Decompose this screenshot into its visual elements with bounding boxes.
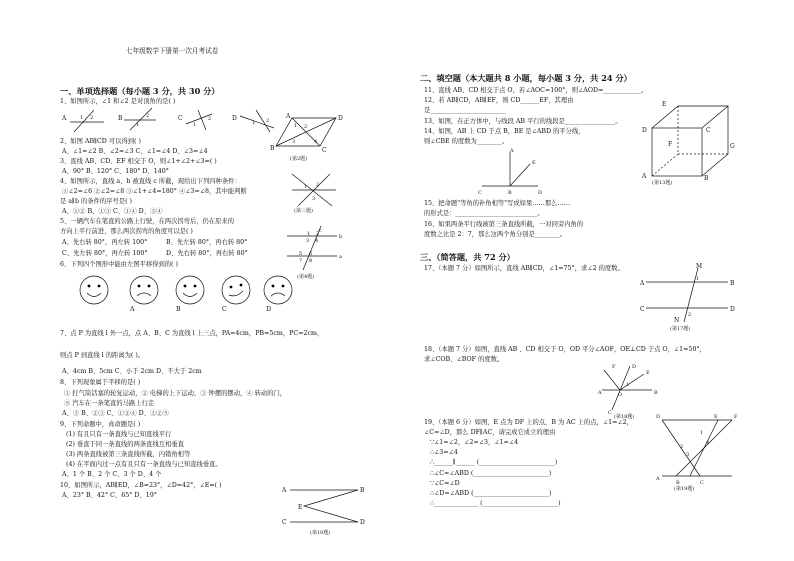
svg-text:2: 2 bbox=[146, 113, 150, 119]
svg-text:A: A bbox=[282, 487, 287, 494]
fig-q14 bbox=[478, 150, 548, 194]
q19-line-4: ∴∠C=∠ABD (________________________) bbox=[430, 470, 552, 477]
smiley-b bbox=[176, 276, 204, 304]
q1-opt-b: B bbox=[118, 115, 123, 122]
fig-q17 bbox=[640, 262, 740, 332]
svg-text:5: 5 bbox=[299, 251, 303, 257]
svg-text:D: D bbox=[642, 127, 647, 134]
svg-text:N: N bbox=[674, 317, 680, 324]
q10-answers: A、23° B、42° C、65° D、19° bbox=[62, 492, 157, 499]
q4-conditions-2: 是 a∥b 的条件的序号是( ) bbox=[60, 198, 132, 205]
q17-text: 17、（本题 7 分）如图所示，直线 AB∥CD，∠1=75°，求∠2 的度数。 bbox=[424, 265, 624, 272]
svg-text:3: 3 bbox=[306, 238, 310, 244]
svg-text:1: 1 bbox=[696, 276, 700, 282]
fig-q19 bbox=[656, 414, 740, 492]
svg-text:C: C bbox=[700, 480, 704, 486]
svg-text:D: D bbox=[632, 364, 637, 370]
svg-text:A: A bbox=[642, 173, 647, 180]
svg-text:D: D bbox=[656, 414, 661, 420]
svg-text:A: A bbox=[510, 148, 514, 154]
svg-text:1: 1 bbox=[700, 430, 704, 436]
svg-text:1: 1 bbox=[626, 382, 630, 388]
fig-q13-caption: (第13题) bbox=[652, 180, 673, 186]
svg-text:1: 1 bbox=[252, 120, 256, 126]
svg-text:3: 3 bbox=[292, 139, 296, 145]
svg-text:C: C bbox=[282, 519, 287, 526]
q13-text: 13、如图，在正方体中，与线段 AB 平行的线段是________________。 bbox=[424, 118, 622, 125]
svg-text:2: 2 bbox=[680, 444, 684, 450]
q19-text: 19、（本题 6 分）如图，E 点为 DF 上的点，B 为 AC 上的点，∠1=∠2， bbox=[424, 419, 633, 426]
q9-answers: A、1 个 B、2 个 C、3 个 D、4 个 bbox=[62, 471, 162, 478]
q19-line-6: ∴∠D=∠ABD (________________________) bbox=[430, 490, 552, 497]
svg-text:6: 6 bbox=[309, 251, 313, 257]
fig-q13 bbox=[642, 100, 738, 186]
svg-text:8: 8 bbox=[309, 258, 313, 264]
q7-answers: A、4cm B、5cm C、小于 2cm D、不大于 2cm bbox=[62, 368, 202, 375]
svg-text:1: 1 bbox=[80, 115, 84, 121]
svg-text:1: 1 bbox=[136, 122, 140, 128]
smiley-d bbox=[264, 276, 292, 304]
fig-q3-caption: (第三题) bbox=[294, 208, 313, 214]
q6-text: 6、下列四个图形中能由左图平移得到的( ) bbox=[60, 261, 178, 268]
q5-option-a: A、先右转 80°，再左转 100° bbox=[62, 239, 148, 246]
svg-text:A: A bbox=[656, 476, 660, 482]
q8-answers: A、③ B、②③ C、①②④ D、①②⑤ bbox=[62, 410, 169, 417]
svg-text:2: 2 bbox=[208, 116, 212, 122]
q19-line-7: ∴______________ (________________________) bbox=[430, 500, 561, 507]
svg-text:2: 2 bbox=[688, 312, 692, 318]
smiley-a bbox=[130, 276, 158, 304]
svg-text:a: a bbox=[339, 254, 342, 260]
fig-q17-caption: (第17题) bbox=[670, 326, 691, 332]
q7-text: 7、点 P 为直线 l 外一点，点 A、B、C 为直线 l 上三点，PA=4cm，PB=5cm，PC=2cm， bbox=[60, 330, 324, 337]
svg-text:D: D bbox=[360, 519, 365, 526]
svg-text:2: 2 bbox=[90, 115, 94, 121]
svg-text:D: D bbox=[730, 306, 735, 313]
svg-text:C: C bbox=[706, 127, 711, 134]
svg-text:A: A bbox=[286, 113, 291, 120]
fig-q4 bbox=[285, 226, 345, 280]
section1-heading: 一、单项选择题（每小题 3 分，共 30 分） bbox=[60, 86, 220, 96]
q5-text: 5、一辆汽车在笔直的公路上行驶，在两次拐弯后，仍在原来的 bbox=[60, 218, 235, 225]
svg-text:A: A bbox=[598, 390, 602, 396]
section2-heading: 二、填空题（本大题共 8 小题，每小题 3 分，共 24 分） bbox=[420, 73, 632, 83]
q4-conditions: ①∠2=∠6 ②∠2=∠8 ③∠1+∠4=180° ④∠3=∠8，其中能判断 bbox=[62, 188, 247, 195]
svg-text:1: 1 bbox=[294, 123, 298, 129]
q11-text: 11、直线 AB、CD 相交于点 O，若∠AOC=100°，则∠AOD=____________。 bbox=[424, 87, 648, 94]
smiley-c bbox=[222, 276, 250, 304]
q9-statement-2: (2) 垂直于同一条直线的两条直线互相垂直 bbox=[66, 441, 184, 448]
svg-text:F: F bbox=[612, 364, 616, 370]
q1-opt-a: A bbox=[62, 115, 67, 122]
q5-option-b: B、先左转 80°，再右转 80° bbox=[166, 239, 248, 246]
q9-statement-1: (1) 有且只有一条直线与已知直线平行 bbox=[66, 431, 172, 438]
q16-text-2: 度数之比是 2：7，那么这两个角分别是________。 bbox=[424, 231, 567, 238]
svg-text:B: B bbox=[654, 390, 658, 396]
q12-text: 12、若 AB∥CD，AB∥EF，则 CD______EF，其理由 bbox=[424, 97, 574, 104]
q18-text-2: 求∠COB、∠BOF 的度数。 bbox=[424, 356, 504, 363]
svg-text:c: c bbox=[319, 228, 322, 234]
q12-text-2: 是________________________ bbox=[424, 107, 506, 114]
q8-text: 8、下列现象属于平移的是( ) bbox=[60, 379, 141, 386]
svg-text:2: 2 bbox=[316, 231, 320, 237]
q10-text: 10、如图所示，AB∥ED，∠B=23°，∠D=42°，∠E=( ) bbox=[60, 482, 222, 489]
svg-text:1: 1 bbox=[304, 184, 308, 190]
svg-text:M: M bbox=[696, 263, 703, 270]
svg-text:2: 2 bbox=[266, 118, 270, 124]
svg-text:G: G bbox=[730, 143, 735, 150]
q19-line-1: ∵∠1=∠2，∠2=∠3，∠1=∠4 bbox=[430, 439, 519, 446]
q18-text: 18、（本题 7 分）如图，直线 AB 、CD 相交于 O，OD 平分∠AOF，OE⊥CD 于点 O，∠1=50°， bbox=[424, 346, 706, 353]
q19-line-3: ∴______∥______ (________________________) bbox=[430, 459, 558, 466]
q9-text: 9、下列命题中，真命题是( ) bbox=[60, 421, 141, 428]
fig-q2-caption: (第2题) bbox=[290, 156, 308, 162]
fig-q2 bbox=[270, 113, 344, 162]
fig-q3 bbox=[290, 170, 340, 214]
q19-line-2: ∴∠3=∠4 bbox=[430, 449, 458, 456]
svg-text:2: 2 bbox=[304, 124, 308, 130]
svg-text:C: C bbox=[608, 410, 612, 416]
q15-text-2: 的形式是：__________________________。 bbox=[424, 210, 544, 217]
q1-options-figure bbox=[60, 106, 280, 136]
svg-text:B: B bbox=[704, 175, 709, 182]
fig-q10 bbox=[282, 482, 372, 538]
svg-text:C: C bbox=[640, 306, 645, 313]
q2-answers: A、∠1=∠2 B、∠2=∠3 C、∠1=∠4 D、∠3=∠4 bbox=[62, 148, 208, 155]
svg-text:B: B bbox=[508, 190, 512, 196]
q3-text: 3、直线 AB、CD、EF 相交于 O，则∠1+∠2+∠3=( ) bbox=[60, 158, 217, 165]
q6-smiley-figures bbox=[78, 274, 278, 310]
svg-text:7: 7 bbox=[299, 258, 303, 264]
q19-text-2: ∠C=∠D，那么 DF∥AC，请完成它成立的理由 bbox=[424, 429, 556, 436]
svg-text:1: 1 bbox=[193, 122, 197, 128]
svg-text:E: E bbox=[662, 101, 667, 108]
q8-conditions-2: ⑤ 汽车在一条笔直的马路上行走 bbox=[64, 400, 155, 407]
fig-q18 bbox=[598, 362, 661, 420]
svg-text:4: 4 bbox=[314, 139, 318, 145]
q7-text-2: 则点 P 到直线 l 的距离为( )。 bbox=[60, 352, 145, 359]
svg-text:B: B bbox=[676, 480, 680, 486]
q14-text: 14、如图，AB 上 CD 于点 B，BE 是∠ABD 的平分线， bbox=[424, 128, 585, 135]
q8-conditions: ① 打气筒活塞的轮复运动，② 电梯的上下运动，③ 钟摆的摆动，④ 转动的门， bbox=[64, 390, 287, 397]
svg-text:O: O bbox=[618, 392, 623, 398]
exam-title: 七年级数学下册第一次月考试卷 bbox=[126, 47, 219, 55]
q5-option-d: D、先右转 80°，再右转 80° bbox=[166, 250, 248, 257]
q4-text: 4、如图所示，直线 a、b 被直线 c 所截，现给出下列四种条件： bbox=[60, 178, 241, 185]
fig-q4-caption: (第4题) bbox=[297, 274, 315, 280]
svg-text:F: F bbox=[734, 414, 738, 420]
svg-text:1: 1 bbox=[307, 231, 311, 237]
q9-statement-4: (4) 在平面内过一点有且只有一条直线与已知直线垂直。 bbox=[66, 461, 222, 468]
svg-text:E: E bbox=[714, 414, 718, 420]
svg-text:C: C bbox=[478, 190, 482, 196]
section3-heading: 三、（简答题，共 72 分） bbox=[420, 252, 515, 262]
svg-text:4: 4 bbox=[706, 440, 710, 446]
svg-text:D: D bbox=[338, 115, 343, 122]
q4-answers: A、①② B、①③ C、①④ D、③④ bbox=[62, 208, 163, 215]
fig-q10-caption: (第10题) bbox=[310, 530, 331, 536]
q16-text: 16、如果两条平行线被第三条直线所截，一对同旁内角的 bbox=[424, 221, 584, 228]
q3-answers: A、90° B、120° C、180° D、140° bbox=[62, 168, 169, 175]
svg-text:2: 2 bbox=[316, 182, 320, 188]
q1-text: 1、如图所示，∠1 和∠2 是对顶角的是( ) bbox=[60, 98, 176, 105]
svg-text:B: B bbox=[730, 280, 735, 287]
svg-text:E: E bbox=[532, 160, 536, 166]
q9-statement-3: (3) 两条直线被第三条直线所截，内错角相等 bbox=[66, 451, 191, 458]
fig-q19-caption: (第19题) bbox=[674, 486, 695, 492]
smiley-original bbox=[80, 276, 108, 304]
q2-text: 2、如图 AB∥CD 可以得到( ) bbox=[60, 138, 141, 145]
svg-text:4: 4 bbox=[315, 238, 319, 244]
q15-text: 15、把命题"等角的补角相等"写成如果……那么…… bbox=[424, 200, 571, 207]
svg-text:3: 3 bbox=[312, 196, 316, 202]
q1-opt-d: D bbox=[232, 115, 237, 122]
svg-text:b: b bbox=[339, 234, 343, 240]
svg-text:C: C bbox=[322, 147, 327, 154]
q14-text-2: 则∠CBE 的度数为________。 bbox=[424, 138, 509, 145]
q5-text-2: 方向上平行前进，那么两次拐弯的角度可以是( ) bbox=[60, 228, 193, 235]
svg-text:B: B bbox=[360, 487, 365, 494]
svg-text:F: F bbox=[668, 141, 673, 148]
svg-text:B: B bbox=[270, 145, 275, 152]
q1-opt-c: C bbox=[178, 115, 183, 122]
q19-line-5: ∵∠C=∠D bbox=[430, 480, 460, 487]
svg-text:E: E bbox=[646, 370, 650, 376]
q5-option-c: C、先左转 80°，再左转 100° bbox=[62, 250, 148, 257]
fig-q18-caption: (第18题) bbox=[614, 414, 635, 420]
svg-text:3: 3 bbox=[686, 452, 690, 458]
svg-text:A: A bbox=[640, 280, 645, 287]
svg-text:E: E bbox=[298, 504, 303, 511]
svg-text:D: D bbox=[538, 190, 543, 196]
